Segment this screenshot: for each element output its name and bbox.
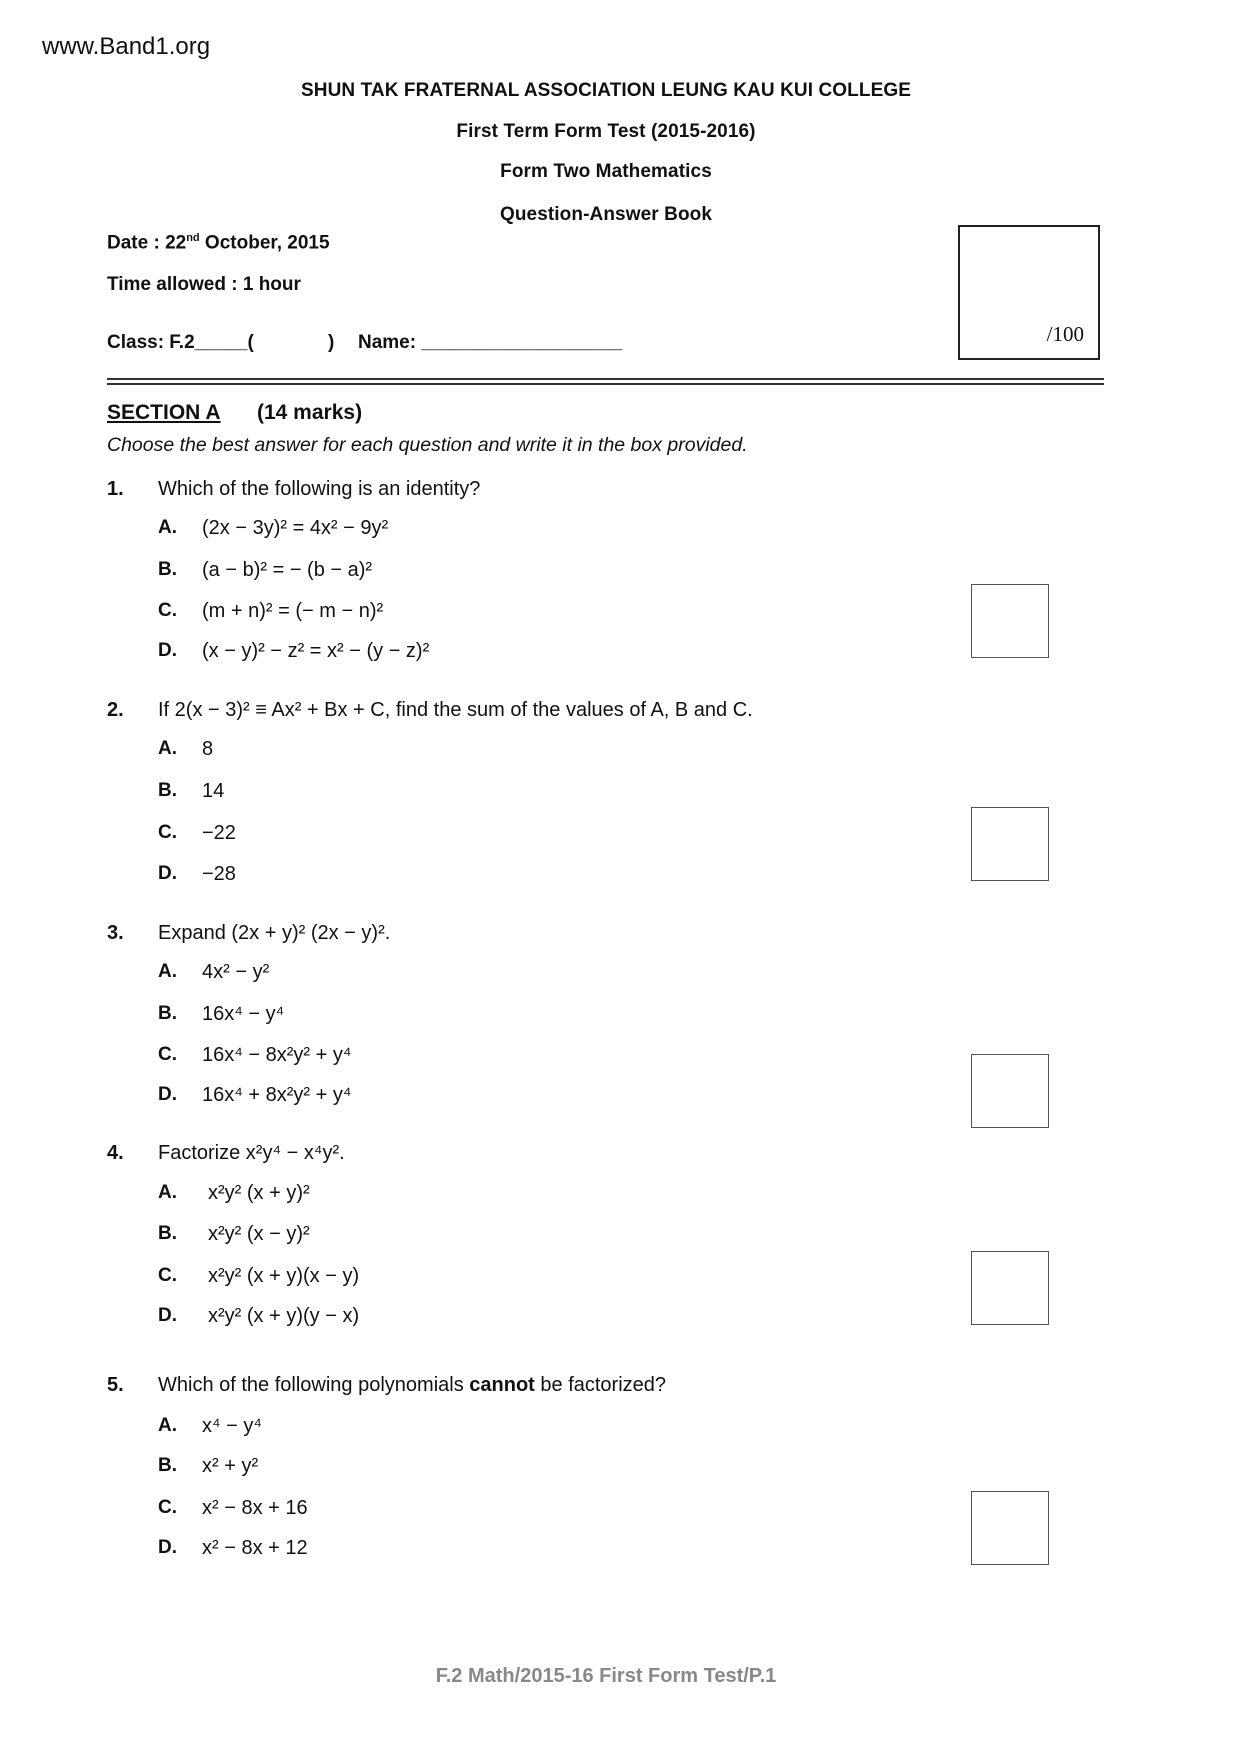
name-field[interactable]: Name: ___________________ xyxy=(358,332,623,353)
option-text: 16x⁴ + 8x²y² + y⁴ xyxy=(202,1084,352,1106)
question-number: 3. xyxy=(107,922,124,944)
question-text-emphasis: cannot xyxy=(469,1374,535,1396)
option-label: C. xyxy=(158,1265,177,1286)
option-text: x²y² (x + y)² xyxy=(208,1182,310,1204)
date-suffix-sup: nd xyxy=(186,232,200,244)
question-text-before: Which of the following polynomials xyxy=(158,1374,470,1396)
section-title: SECTION A xyxy=(107,401,221,424)
option-text: x²y² (x + y)(x − y) xyxy=(208,1265,360,1287)
option-label: A. xyxy=(158,1415,177,1436)
option-label: A. xyxy=(158,961,177,982)
option-label: B. xyxy=(158,1455,177,1476)
question-text: If 2(x − 3)² ≡ Ax² + Bx + C, find the sum of the values of A, B and C. xyxy=(158,699,753,721)
date-prefix: Date : 22 xyxy=(107,232,187,254)
option-text: −28 xyxy=(202,863,236,885)
question-text-after: be factorized? xyxy=(534,1374,667,1396)
answer-box[interactable] xyxy=(971,807,1049,881)
option-label: D. xyxy=(158,1537,177,1558)
option-label: A. xyxy=(158,517,177,538)
option-text: x²y² (x − y)² xyxy=(208,1223,310,1245)
date-suffix: October, 2015 xyxy=(199,232,330,254)
option-label: D. xyxy=(158,1305,177,1326)
time-allowed: Time allowed : 1 hour xyxy=(107,274,301,295)
question-text: Expand (2x + y)² (2x − y)². xyxy=(158,922,391,944)
watermark-text: www.Band1.org xyxy=(42,33,211,60)
divider-bottom xyxy=(107,383,1104,385)
section-marks: (14 marks) xyxy=(257,401,363,424)
option-text: −22 xyxy=(202,822,236,844)
option-label: B. xyxy=(158,1003,177,1024)
option-label: B. xyxy=(158,780,177,801)
question-text xyxy=(158,1375,666,1395)
option-label: D. xyxy=(158,863,177,884)
option-text: 8 xyxy=(202,738,214,760)
question-text: Which of the following is an identity? xyxy=(158,478,481,500)
option-label: D. xyxy=(158,640,177,661)
option-text: (x − y)² − z² = x² − (y − z)² xyxy=(202,640,430,662)
option-label: B. xyxy=(158,559,177,580)
option-text: 4x² − y² xyxy=(202,961,270,983)
section-instruction: Choose the best answer for each question and write it in the box provided. xyxy=(107,434,748,456)
answer-box[interactable] xyxy=(971,1054,1049,1128)
option-text: x² − 8x + 16 xyxy=(202,1497,308,1519)
option-label: C. xyxy=(158,1497,177,1518)
answer-box[interactable] xyxy=(971,584,1049,658)
class-field[interactable]: Class: F.2_____( xyxy=(107,332,254,353)
option-text: x⁴ − y⁴ xyxy=(202,1415,262,1437)
option-text: x²y² (x + y)(y − x) xyxy=(208,1305,360,1327)
question-text: Factorize x²y⁴ − x⁴y². xyxy=(158,1142,345,1164)
score-box xyxy=(958,225,1100,360)
option-label: A. xyxy=(158,738,177,759)
answer-box[interactable] xyxy=(971,1491,1049,1565)
option-text: x² + y² xyxy=(202,1455,259,1477)
option-text: (m + n)² = (− m − n)² xyxy=(202,600,384,622)
question-number: 5. xyxy=(107,1374,124,1396)
score-total: /100 xyxy=(1046,322,1084,346)
question-number: 2. xyxy=(107,699,124,721)
question-number: 4. xyxy=(107,1142,124,1164)
option-label: C. xyxy=(158,600,177,621)
divider-top xyxy=(107,378,1104,380)
class-number-close: ) xyxy=(328,332,335,353)
option-text: 16x⁴ − 8x²y² + y⁴ xyxy=(202,1044,352,1066)
page-footer: F.2 Math/2015-16 First Form Test/P.1 xyxy=(435,1665,777,1687)
question-number: 1. xyxy=(107,478,124,500)
option-label: D. xyxy=(158,1084,177,1105)
option-label: C. xyxy=(158,822,177,843)
exam-date xyxy=(107,233,330,252)
option-text: x² − 8x + 12 xyxy=(202,1537,308,1559)
option-text: (a − b)² = − (b − a)² xyxy=(202,559,373,581)
option-text: 14 xyxy=(202,780,225,802)
option-label: B. xyxy=(158,1223,177,1244)
book-title: Question-Answer Book xyxy=(499,204,713,225)
option-label: C. xyxy=(158,1044,177,1065)
school-name: SHUN TAK FRATERNAL ASSOCIATION LEUNG KAU KUI COLLEGE xyxy=(300,80,912,101)
option-text: (2x − 3y)² = 4x² − 9y² xyxy=(202,517,389,539)
subject-title: Form Two Mathematics xyxy=(500,161,712,182)
exam-title: First Term Form Test (2015-2016) xyxy=(456,121,756,142)
option-text: 16x⁴ − y⁴ xyxy=(202,1003,285,1025)
answer-box[interactable] xyxy=(971,1251,1049,1325)
option-label: A. xyxy=(158,1182,177,1203)
